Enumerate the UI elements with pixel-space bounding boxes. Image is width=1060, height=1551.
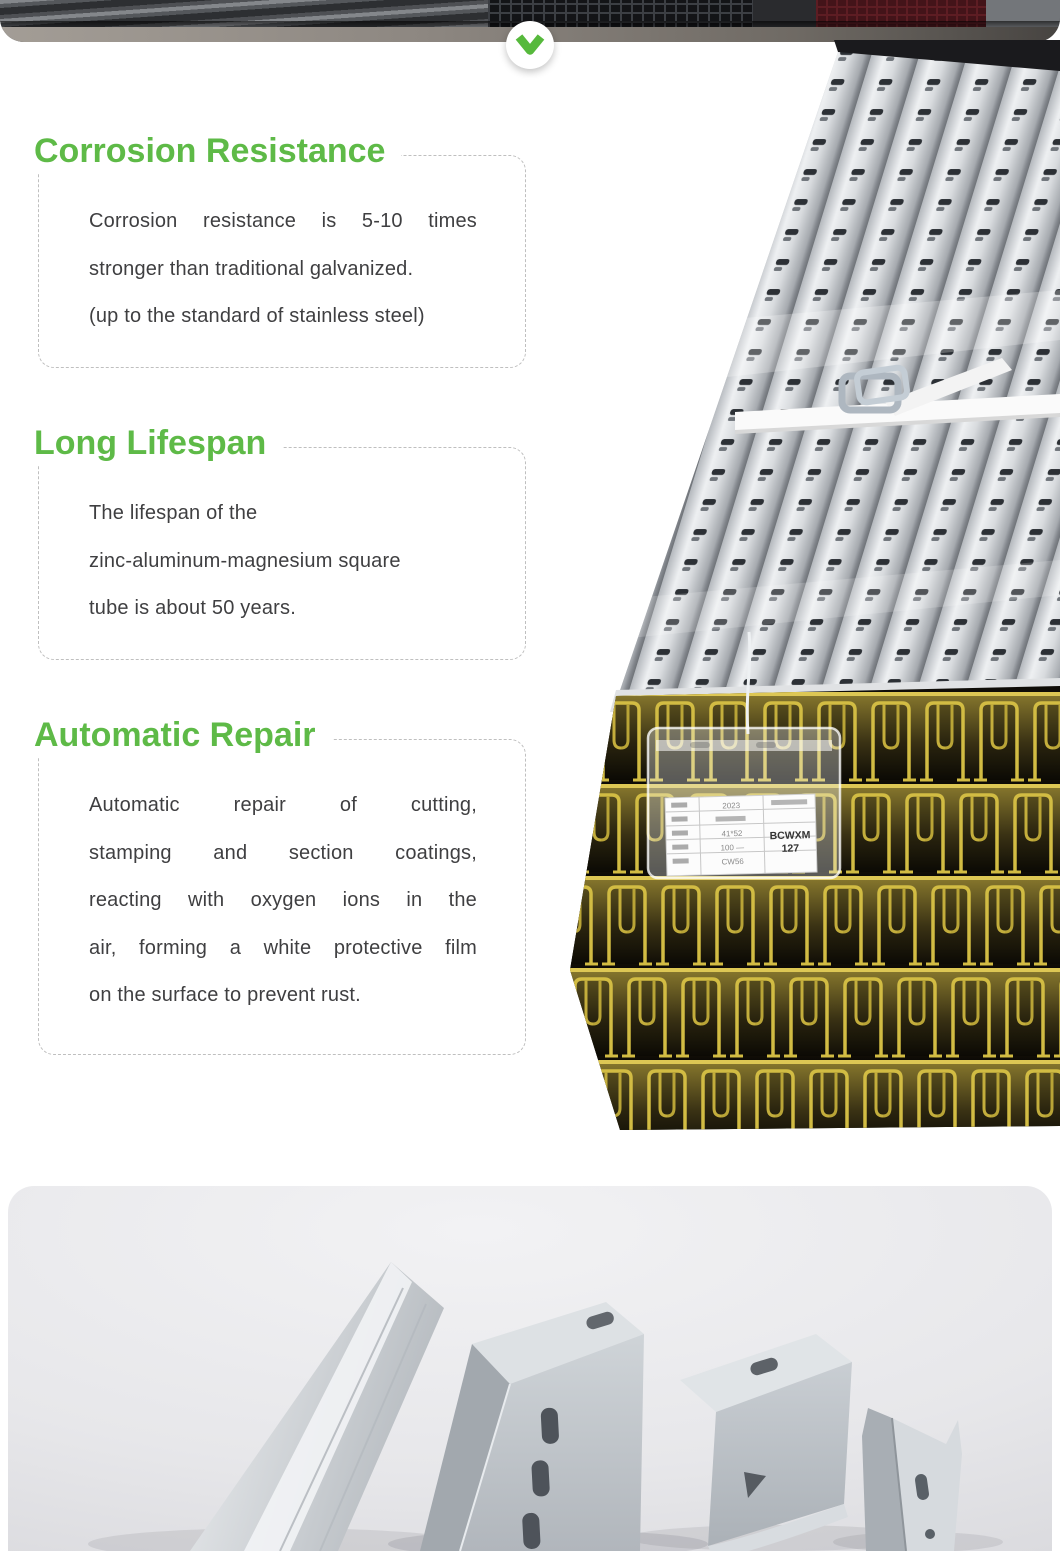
scroll-down-button[interactable] <box>506 21 554 69</box>
body-line: (up to the standard of stainless steel) <box>89 305 425 327</box>
feature-box-automatic-repair <box>38 739 526 1055</box>
tag-card <box>665 794 817 876</box>
section-corrosion-resistance <box>34 131 528 368</box>
body-line: The lifespan of the <box>89 502 258 524</box>
product-brackets-photo <box>8 1186 1052 1551</box>
section-heading-automatic-repair: Automatic Repair <box>34 715 332 758</box>
tag-fragment-model: 41*52 <box>721 828 743 839</box>
body-line: on the surface to prevent rust. <box>89 984 361 1006</box>
body-line: tube is about 50 years. <box>89 597 296 619</box>
product-rails-photo <box>540 40 1060 1145</box>
body-line: reacting with oxygen ions in the <box>89 889 477 911</box>
feature-box-corrosion-resistance <box>38 155 526 368</box>
tag-fragment-date: 2023 <box>722 800 741 811</box>
tag-fragment-note: CW56 <box>721 856 744 867</box>
rails-top-faces <box>580 40 1060 728</box>
body-line: Automatic repair of cutting, <box>89 794 477 816</box>
body-line: air, forming a white protective film <box>89 936 477 959</box>
rails-photo-illustration <box>540 40 1060 1145</box>
section-automatic-repair <box>34 715 528 1055</box>
body-line: Corrosion resistance is 5-10 times <box>89 210 477 232</box>
body-line: stamping and section coatings, <box>89 841 477 864</box>
feature-box-long-lifespan <box>38 447 526 660</box>
chevron-down-icon <box>506 21 554 69</box>
body-line: zinc-aluminum-magnesium square <box>89 549 401 572</box>
brackets-photo-illustration <box>8 1186 1052 1551</box>
section-heading-long-lifespan: Long Lifespan <box>34 423 282 466</box>
section-long-lifespan <box>34 423 528 660</box>
tag-code: BCWXM <box>769 829 811 843</box>
body-line: stronger than traditional galvanized. <box>89 257 414 280</box>
tag-number: 127 <box>781 842 800 855</box>
section-heading-corrosion-resistance: Corrosion Resistance <box>34 131 401 174</box>
tag-fragment-qty: 100 — <box>720 842 745 853</box>
